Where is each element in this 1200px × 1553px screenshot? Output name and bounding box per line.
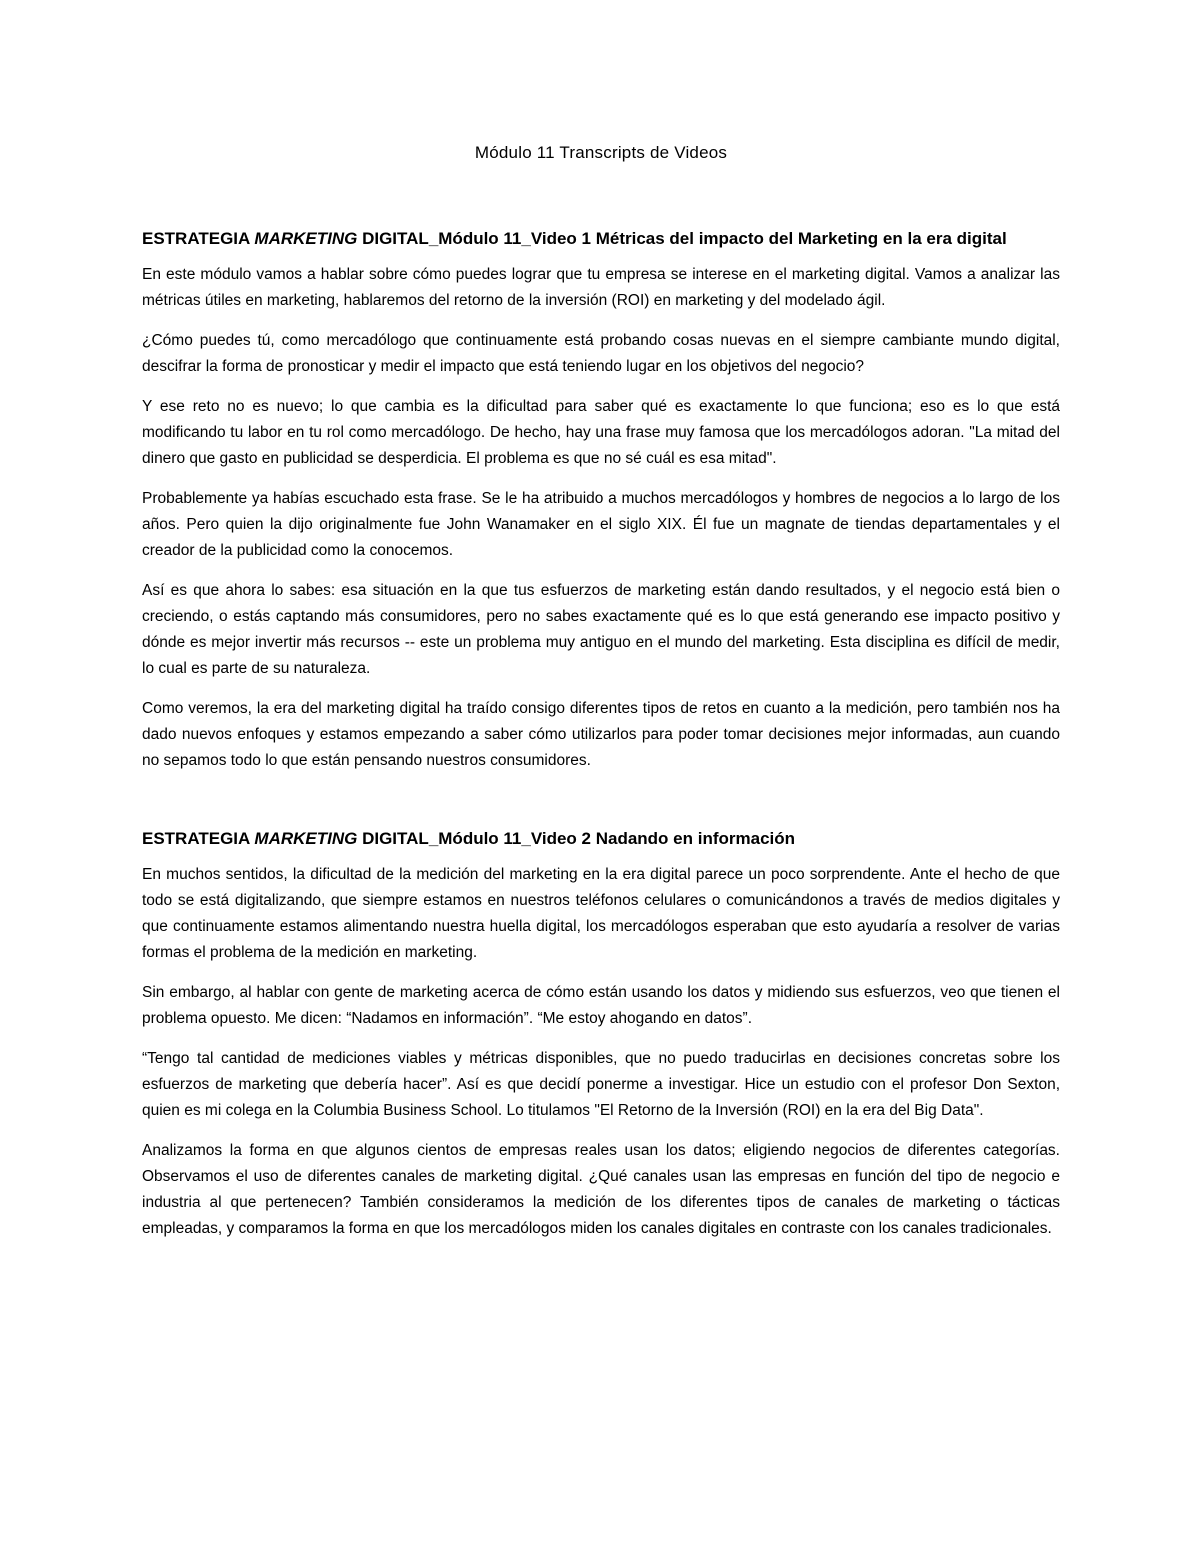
section-heading [142, 826, 1060, 852]
heading-prefix: ESTRATEGIA [142, 829, 255, 848]
document-page [142, 143, 1060, 1256]
paragraph: Y ese reto no es nuevo; lo que cambia es la dificultad para saber qué es exactamente lo que funciona; eso es lo que está modificando tu labor en tu rol como mercadólogo. De hecho, hay una frase muy famosa que los mercadólogos adoran. "La mitad del dinero que gasto en publicidad se desperdicia. El problema es que no sé cuál es esa mitad". [142, 398, 1060, 467]
heading-prefix: ESTRATEGIA [142, 229, 255, 248]
paragraph: Así es que ahora lo sabes: esa situación en la que tus esfuerzos de marketing están dando resultados, y el negocio está bien o creciendo, o estás captando más consumidores, pero no sabes exactamente qué es lo que está generando ese impacto positivo y dónde es mejor invertir más recursos -- este un problema muy antiguo en el mundo del marketing. Esta disciplina es difícil de medir, lo cual es parte de su naturaleza. [142, 582, 1060, 677]
paragraph: Probablemente ya habías escuchado esta frase. Se le ha atribuido a muchos mercadólogos y hombres de negocios a lo largo de los años. Pero quien la dijo originalmente fue John Wanamaker en el siglo XIX. Él fue un magnate de tiendas departamentales y el creador de la publicidad como la conocemos. [142, 490, 1060, 559]
section-video-1 [142, 226, 1060, 774]
paragraph: ¿Cómo puedes tú, como mercadólogo que continuamente está probando cosas nuevas en el siempre cambiante mundo digital, descifrar la forma de pronosticar y medir el impacto que está teniendo lugar en los objetivos del negocio? [142, 332, 1060, 375]
paragraph: En este módulo vamos a hablar sobre cómo puedes lograr que tu empresa se interese en el marketing digital. Vamos a analizar las métricas útiles en marketing, hablaremos del retorno de la inversión (ROI) en marketing y del modelado ágil. [142, 266, 1060, 309]
paragraph: En muchos sentidos, la dificultad de la medición del marketing en la era digital parece un poco sorprendente. Ante el hecho de que todo se está digitalizando, que siempre estamos en nuestros teléfonos celulares o comunicándonos a través de medios digitales y que continuamente estamos alimentando nuestra huella digital, los mercadólogos esperaban que esto ayudaría a resolver de varias formas el problema de la medición en marketing. [142, 866, 1060, 961]
heading-italic: MARKETING [254, 229, 358, 248]
heading-suffix: DIGITAL_Módulo 11_Video 2 Nadando en información [357, 829, 796, 848]
document-title: Módulo 11 Transcripts de Videos [474, 143, 728, 162]
heading-italic: MARKETING [254, 829, 358, 848]
section-heading [142, 226, 1060, 252]
paragraph: Sin embargo, al hablar con gente de marketing acerca de cómo están usando los datos y midiendo sus esfuerzos, veo que tienen el problema opuesto. Me dicen: “Nadamos en información”. “Me estoy ahogando en datos”. [142, 984, 1060, 1027]
section-video-2 [142, 826, 1060, 1242]
paragraph: Analizamos la forma en que algunos cientos de empresas reales usan los datos; eligiendo negocios de diferentes categorías. Observamos el uso de diferentes canales de marketing digital. ¿Qué canales usan las empresas en función del tipo de negocio e industria al que pertenecen? También consideramos la medición de los diferentes tipos de canales de marketing o tácticas empleadas, y comparamos la forma en que los mercadólogos miden los canales digitales en contraste con los canales tradicionales. [142, 1142, 1060, 1237]
heading-suffix: DIGITAL_Módulo 11_Video 1 Métricas del impacto del Marketing en la era digital [357, 229, 1007, 248]
paragraph: Como veremos, la era del marketing digital ha traído consigo diferentes tipos de retos en cuanto a la medición, pero también nos ha dado nuevos enfoques y estamos empezando a saber cómo utilizarlos para poder tomar decisiones mejor informadas, aun cuando no sepamos todo lo que están pensando nuestros consumidores. [142, 700, 1060, 769]
paragraph: “Tengo tal cantidad de mediciones viables y métricas disponibles, que no puedo traducirlas en decisiones concretas sobre los esfuerzos de marketing que debería hacer”. Así es que decidí ponerme a investigar. Hice un estudio con el profesor Don Sexton, quien es mi colega en la Columbia Business School. Lo titulamos "El Retorno de la Inversión (ROI) en la era del Big Data". [142, 1050, 1060, 1119]
